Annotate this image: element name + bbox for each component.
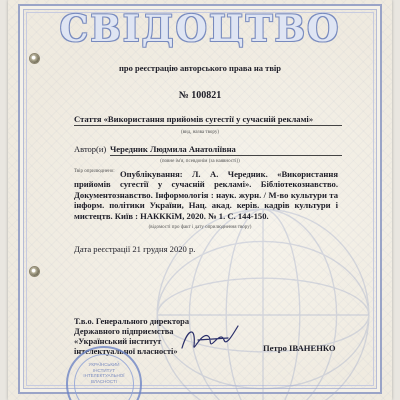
signatory-name: Петро ІВАНЕНКО — [263, 343, 336, 353]
certificate-subtitle: про реєстрацію авторського права на твір — [118, 63, 282, 73]
certificate-sheet — [8, 0, 392, 400]
work-caption: (вид, назва твору) — [181, 130, 219, 135]
publication-details: Опублікування: Л. А. Чередник. «Використання прийомів сугестії у сучасній рекламі». Бібліотекознавство. Документознавство. Інформологія : наук. журн. / М-во культури та інформ. політики України, Нац. акад. керів. кадрів культури і мистецтв. Київ : НАКККіМ, 2020. № 1. С. 144-150. — [74, 169, 338, 221]
signatory-title-line-2: Державного підприємства — [74, 327, 174, 336]
punch-hole-bottom — [30, 267, 39, 276]
stamp-text: УКРАЇНСЬКИЙ ІНСТИТУТ ІНТЕЛЕКТУАЛЬНОЇ ВЛАСНОСТІ — [83, 362, 125, 384]
signatory-title-line-4: інтелектуальної власності» — [74, 347, 178, 356]
publication-caption: (відомості про факт і дату оприлюднення твору) — [148, 225, 252, 230]
certificate-title: СВІДОЦТВО — [59, 8, 341, 50]
punch-hole-top — [30, 54, 39, 63]
registration-date: Дата реєстрації 21 грудня 2020 р. — [74, 244, 196, 254]
author-name: Чередник Людмила Анатоліївна — [110, 144, 342, 156]
author-label: Автор(и) — [74, 144, 107, 154]
signatory-title-line-1: Т.в.о. Генерального директора — [74, 317, 190, 326]
signature-mark — [178, 318, 248, 358]
work-title-line: Стаття «Використання прийомів сугестії у сучасній рекламі» — [74, 114, 342, 126]
signatory-title-line-3: «Український інститут — [74, 337, 162, 346]
certificate-number: № 100821 — [178, 90, 222, 101]
author-caption: (повне ім'я, псевдонім (за наявності)) — [160, 159, 240, 164]
publication-label: Твір оприлюднено: — [74, 169, 115, 174]
